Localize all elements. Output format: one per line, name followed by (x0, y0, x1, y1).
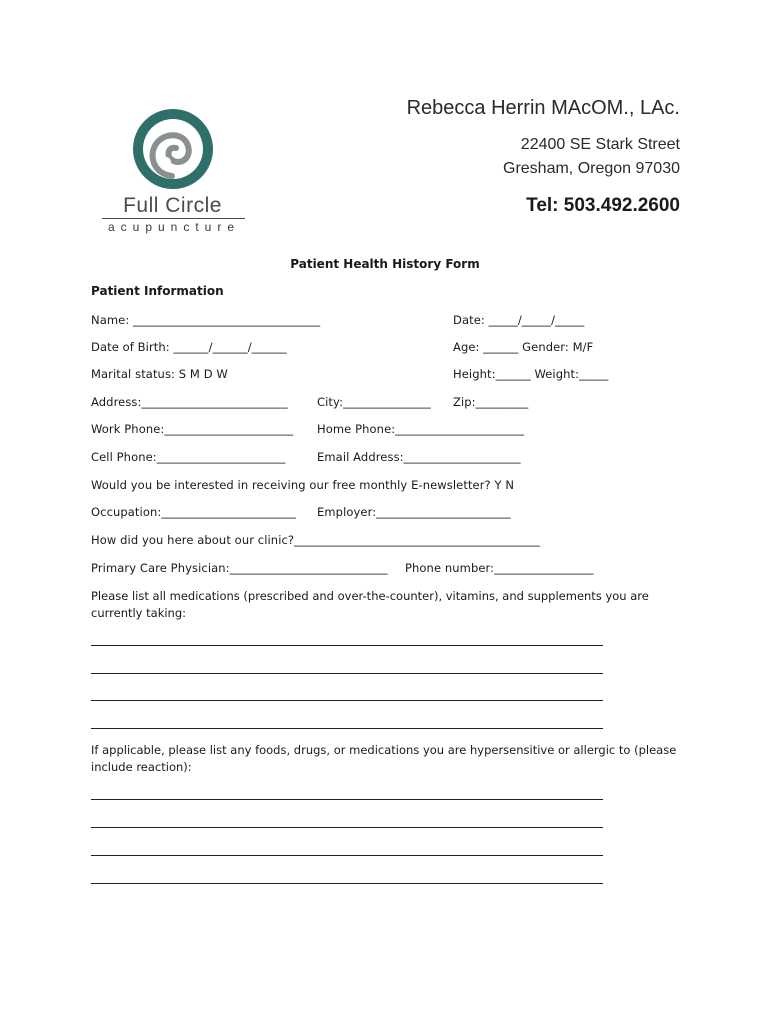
practitioner-name: Rebecca Herrin MAcOM., LAc. (406, 97, 680, 119)
clinic-logo (100, 100, 250, 240)
height-weight-field[interactable]: Height:______ Weight:_____ (453, 367, 609, 381)
allergies-line[interactable] (91, 855, 603, 856)
allergies-prompt: If applicable, please list any foods, drugs, or medications you are hypersensitive or allergic to (please include reaction): (91, 743, 677, 774)
referral-field[interactable]: How did you here about our clinic?__________________________________________ (91, 533, 540, 547)
physician-phone-field[interactable]: Phone number:_________________ (405, 561, 594, 575)
telephone: Tel: 503.492.2600 (526, 195, 680, 216)
address-line-1: 22400 SE Stark Street (520, 136, 680, 153)
allergies-line[interactable] (91, 827, 603, 828)
medications-line[interactable] (91, 700, 603, 701)
logo-tagline: acupuncture (107, 220, 241, 234)
date-field[interactable]: Date: _____/_____/_____ (453, 313, 585, 327)
occupation-field[interactable]: Occupation:_______________________ (91, 505, 296, 519)
address-field[interactable]: Address:_________________________ (91, 395, 288, 409)
medications-line[interactable] (91, 728, 603, 729)
dob-field[interactable]: Date of Birth: ______/______/______ (91, 340, 287, 354)
work-phone-field[interactable]: Work Phone:______________________ (91, 422, 294, 436)
city-field[interactable]: City:_______________ (317, 395, 431, 409)
medications-line[interactable] (91, 645, 603, 646)
email-field[interactable]: Email Address:____________________ (317, 450, 521, 464)
logo-divider (102, 218, 245, 219)
allergies-line[interactable] (91, 799, 603, 800)
marital-status-field[interactable]: Marital status: S M D W (91, 367, 228, 381)
name-field[interactable]: Name: ________________________________ (91, 313, 321, 327)
form-title: Patient Health History Form (290, 257, 480, 271)
section-title-patient-info: Patient Information (91, 284, 224, 298)
cell-phone-field[interactable]: Cell Phone:______________________ (91, 450, 286, 464)
home-phone-field[interactable]: Home Phone:______________________ (317, 422, 524, 436)
spiral-logo-icon (128, 106, 218, 192)
logo-name: Full Circle (123, 194, 222, 217)
age-gender-field[interactable]: Age: ______ Gender: M/F (453, 340, 594, 354)
zip-field[interactable]: Zip:_________ (453, 395, 529, 409)
address-line-2: Gresham, Oregon 97030 (503, 160, 680, 177)
medications-prompt: Please list all medications (prescribed and over-the-counter), vitamins, and supplements you are currently taking: (91, 589, 649, 620)
allergies-line[interactable] (91, 883, 603, 884)
newsletter-question[interactable]: Would you be interested in receiving our free monthly E-newsletter? Y N (91, 478, 515, 492)
physician-field[interactable]: Primary Care Physician:___________________________ (91, 561, 388, 575)
employer-field[interactable]: Employer:_______________________ (317, 505, 511, 519)
clinic-contact-header (407, 95, 680, 217)
medications-line[interactable] (91, 673, 603, 674)
